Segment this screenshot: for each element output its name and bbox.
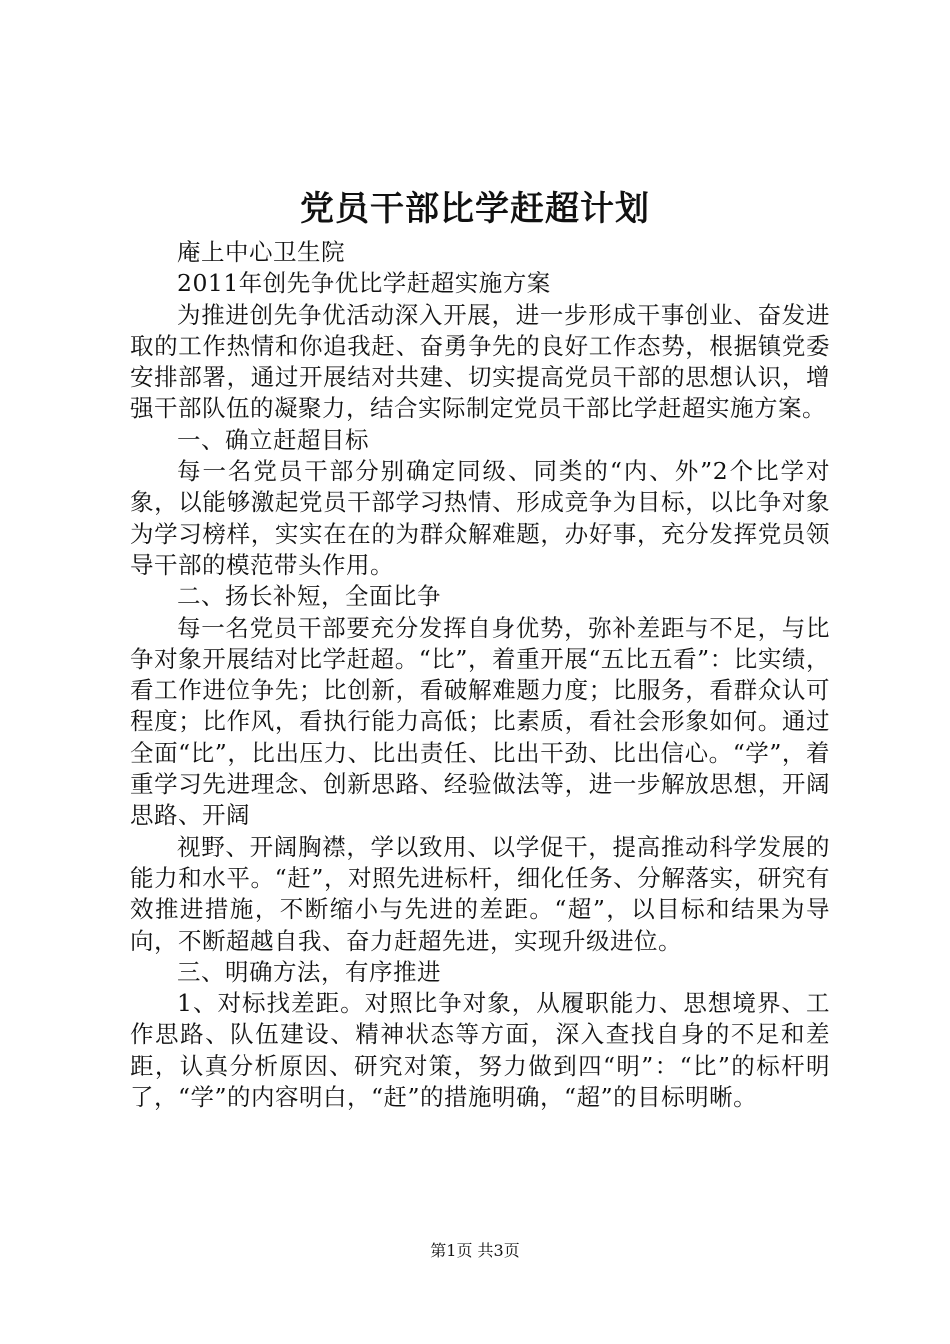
plan-subtitle: 2011年创先争优比学赶超实施方案 <box>177 269 551 298</box>
section-1-paragraph: 每一名党员干部分别确定同级、同类的“内、外”2个比学对象，以能够激起党员干部学习热情、形成竞争为目标，以比争对象为学习榜样，实实在在的为群众解难题，办好事，充分发挥党员领导干部的模范带头作用。 <box>130 457 830 579</box>
section-2-continued-paragraph: 视野、开阔胸襟，学以致用、以学促干，提高推动科学发展的能力和水平。“赶”，对照先进标杆，细化任务、分解落实，研究有效推进措施，不断缩小与先进的差距。“超”，以目标和结果为导向，不断超越自我、奋力赶超先进，实现升级进位。 <box>130 832 830 955</box>
document-body <box>130 237 830 1113</box>
section-heading-2: 二、扬长补短，全面比争 <box>177 582 441 611</box>
section-2-paragraph: 每一名党员干部要充分发挥自身优势，弥补差距与不足，与比争对象开展结对比学赶超。“比”，着重开展“五比五看”：比实绩，看工作进位争先；比创新，看破解难题力度；比服务，看群众认可程度；比作风，看执行能力高低；比素质，看社会形象如何。通过全面“比”，比出压力、比出责任、比出干劲、比出信心。“学”，着重学习先进理念、创新思路、经验做法等，进一步解放思想，开阔思路、开阔 <box>130 613 830 830</box>
document-title: 党员干部比学赶超计划 <box>300 189 650 229</box>
intro-paragraph: 为推进创先争优活动深入开展，进一步形成干事创业、奋发进取的工作热情和你追我赶、奋勇争先的良好工作态势，根据镇党委安排部署，通过开展结对共建、切实提高党员干部的思想认识，增强干部队伍的凝聚力，结合实际制定党员干部比学赶超实施方案。 <box>130 300 830 423</box>
section-3-item-1-paragraph: 1、对标找差距。对照比争对象，从履职能力、思想境界、工作思路、队伍建设、精神状态等方面，深入查找自身的不足和差距，认真分析原因、研究对策，努力做到四“明”：“比”的标杆明了，“学”的内容明白，“赶”的措施明确，“超”的目标明晰。 <box>130 989 830 1112</box>
page-footer: 第1页 共3页 <box>430 1241 520 1260</box>
section-heading-1: 一、确立赶超目标 <box>177 425 369 454</box>
organization-line: 庵上中心卫生院 <box>177 238 345 266</box>
section-heading-3: 三、明确方法，有序推进 <box>177 957 441 986</box>
